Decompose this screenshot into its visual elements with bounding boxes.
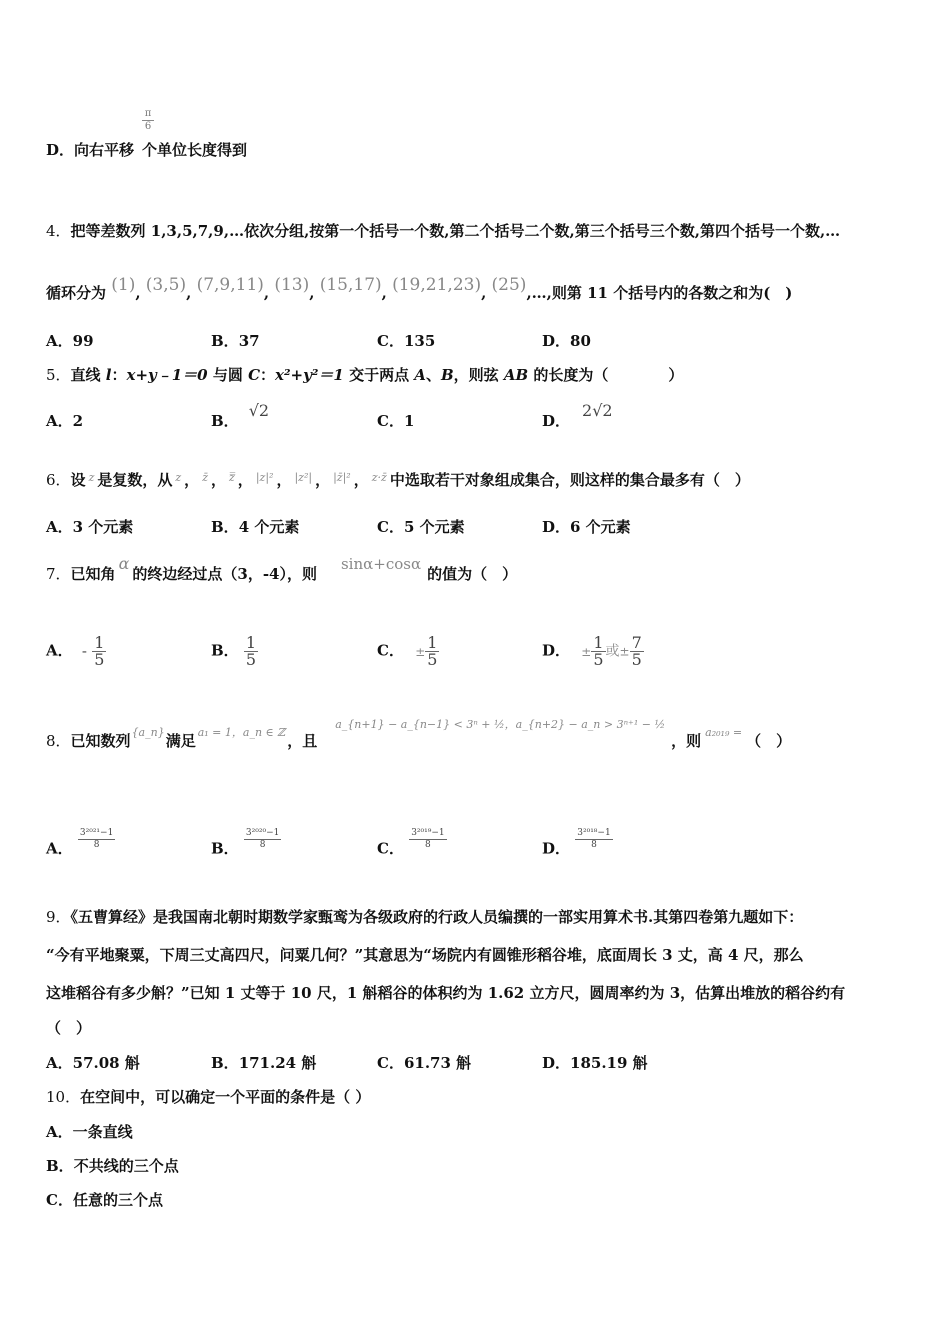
- question-number: 9．: [46, 908, 71, 926]
- frac-den: 5: [593, 650, 604, 669]
- option-label: B．: [211, 641, 239, 660]
- q9-line2: [46, 945, 804, 965]
- q3-option-d: [46, 140, 247, 160]
- option-label: A．: [46, 641, 73, 660]
- q5-text: ：: [111, 366, 127, 384]
- option-label: B．: [211, 412, 239, 430]
- option-label: B．: [211, 518, 239, 536]
- option-text: 3 个元素: [72, 518, 134, 536]
- q10-option-a: [46, 1122, 133, 1142]
- q8-text: （ ）: [746, 732, 792, 750]
- option-text: 5 个元素: [403, 518, 465, 536]
- q7-option-a: [46, 635, 106, 668]
- frac-den: 8: [259, 840, 266, 850]
- q4-group: (19,21,23): [392, 275, 482, 295]
- option-sign: ±: [619, 644, 630, 659]
- option-label: D．: [542, 839, 571, 858]
- q7-option-b: [211, 635, 258, 668]
- frac-num: 1: [94, 633, 105, 652]
- q8-text: 满足: [165, 732, 196, 750]
- option-text: 6 个元素: [570, 518, 631, 536]
- option-label: C．: [377, 1054, 404, 1072]
- q4-line2-pre: 循环分为: [46, 284, 107, 302]
- frac-den: 8: [591, 840, 597, 850]
- option-sign: ±: [581, 644, 592, 659]
- q5-option-a: [46, 411, 83, 431]
- option-text: 2√2: [582, 401, 613, 420]
- option-text: 37: [238, 332, 260, 350]
- q7-stem: [46, 554, 518, 584]
- option-label: B．: [211, 1054, 239, 1072]
- q4-group: (7,9,11): [196, 275, 264, 295]
- q9-line4: [46, 1018, 91, 1038]
- q5-circle-eq: x²+y²＝1: [275, 366, 344, 384]
- q5-text: 直线: [70, 366, 106, 384]
- q8-seq: {a_n}: [131, 726, 165, 739]
- q6-item: |z|²: [255, 471, 274, 484]
- option-label: C．: [377, 412, 404, 430]
- q9-option-a: [46, 1053, 140, 1073]
- option-label: B．: [46, 1157, 74, 1175]
- option-label: B．: [211, 332, 239, 350]
- q6-option-a: [46, 517, 133, 537]
- q6-option-c: [377, 517, 465, 537]
- q6-option-d: [542, 517, 631, 537]
- q9-option-b: [211, 1053, 316, 1073]
- frac-num: 3²⁰²¹−1: [79, 828, 114, 838]
- q5-text: 与圆: [207, 366, 249, 384]
- q5-option-c: [377, 411, 414, 431]
- question-number: 5．: [46, 366, 71, 384]
- q6-item: z̄: [202, 471, 208, 484]
- question-number: 8．: [46, 732, 71, 750]
- frac-den: 5: [631, 650, 642, 669]
- q6-item: z̿: [229, 471, 235, 484]
- option-label: C．: [377, 641, 404, 660]
- q7-expr: sinα+cosα: [340, 555, 422, 573]
- q8-option-a: [46, 828, 115, 861]
- q8-target: a₂₀₁₉ =: [705, 726, 743, 739]
- option-label: C．: [46, 1191, 73, 1209]
- option-text: 一条直线: [72, 1123, 133, 1141]
- q5-ab: AB: [503, 366, 529, 384]
- q6-z: z: [88, 471, 95, 484]
- option-text: 4 个元素: [238, 518, 300, 536]
- frac-num: 3²⁰¹⁹−1: [411, 828, 445, 838]
- q6-text: 中选取若干对象组成集合，则这样的集合最多有（ ）: [389, 471, 750, 489]
- q4-line2-post: ,…,则第 11 个括号内的各数之和为( ): [526, 284, 793, 302]
- option-text: 99: [72, 332, 94, 350]
- option-label: D．: [542, 1054, 571, 1072]
- option-text: 135: [403, 332, 436, 350]
- frac-num: 1: [245, 633, 257, 652]
- option-label: C．: [377, 332, 404, 350]
- q4-option-b: [211, 331, 260, 351]
- option-text: 任意的三个点: [72, 1191, 163, 1209]
- q8-option-c: [377, 828, 447, 861]
- q5-c: C: [248, 366, 261, 384]
- q6-text: 设: [70, 471, 86, 489]
- q5-line-eq: x+y﹣1＝0: [126, 366, 208, 384]
- option-text: 不共线的三个点: [73, 1157, 179, 1175]
- q3-d-pre: 向右平移: [74, 141, 135, 159]
- option-label: A．: [46, 1123, 73, 1141]
- q6-item: z: [175, 471, 182, 484]
- q9-text: （ ）: [46, 1019, 92, 1037]
- q8-text: 已知数列: [70, 732, 131, 750]
- question-number: 4．: [46, 222, 71, 240]
- frac-den: 8: [425, 840, 431, 850]
- question-number: 10．: [46, 1088, 81, 1106]
- option-label: C．: [377, 518, 404, 536]
- q8-cond2: a_{n+1} − a_{n−1} < 3ⁿ + ½，a_{n+2} − a_n > 3ⁿ⁺¹ − ½: [335, 718, 666, 731]
- option-label: C．: [377, 839, 404, 858]
- option-text: 1: [403, 412, 415, 430]
- q6-text: 是复数，从: [97, 471, 173, 489]
- q5-stem: [46, 365, 683, 385]
- q6-stem: 6．设 $^z$ 是复数，从 $^z$ ， $^{z̄}$ ， $^{z̿}$ ， $^{|z|^2}$ ， $^{|z^2|}$ ， $^{|z̄|^2}$ ， $^{z\cdot z̄}$ 中选取若干对象组成集合，则这样的集合最多有（ ）: [46, 471, 750, 489]
- q9-line1: [46, 907, 803, 927]
- option-label: D．: [542, 641, 571, 660]
- q6-item: |z̄|²: [333, 471, 351, 484]
- q7-text: 已知角: [70, 565, 116, 583]
- q5-text: 的长度为（ ）: [528, 366, 684, 384]
- q7-alpha: α: [118, 554, 130, 573]
- q4-group: (3,5): [145, 275, 187, 295]
- q10-option-c: [46, 1190, 163, 1210]
- option-text: 2: [72, 412, 84, 430]
- frac-num: 1: [593, 633, 604, 652]
- option-label: D．: [542, 518, 571, 536]
- q8-text: ，且: [287, 732, 318, 750]
- q4-group: (1): [111, 275, 136, 295]
- q4-group: (25): [491, 275, 527, 295]
- q3-frac-num: π: [142, 108, 154, 121]
- q9-text: 这堆稻谷有多少斛？”已知 1 丈等于 10 尺，1 斛稻谷的体积约为 1.62 立方尺，圆周率约为 3，估算出堆放的稻谷约有: [46, 984, 846, 1002]
- q7-option-c: [377, 635, 439, 668]
- frac-num: 3²⁰²⁰−1: [245, 828, 280, 838]
- question-number: 6．: [46, 471, 71, 489]
- frac-den: 8: [93, 840, 100, 850]
- option-label: B．: [211, 839, 239, 858]
- option-sign: -: [81, 641, 87, 660]
- q6-item: |z²|: [294, 471, 313, 484]
- option-label: A．: [46, 332, 73, 350]
- q3-d-post: 个单位长度得到: [142, 141, 248, 159]
- question-number: 7．: [46, 565, 71, 583]
- option-text: 80: [570, 332, 591, 350]
- q4-text: 把等差数列 1,3,5,7,9,…依次分组,按第一个括号一个数,第二个括号二个数,第三个括号三个数,第四个括号一个数,…: [70, 222, 841, 240]
- option-text: 171.24 斛: [238, 1054, 317, 1072]
- q5-text: 交于两点: [343, 366, 415, 384]
- option-text: 57.08 斛: [72, 1054, 140, 1072]
- q8-option-d: [542, 828, 613, 861]
- q4-option-c: [377, 331, 435, 351]
- q4-line2: 循环分为 (1), (3,5), (7,9,11), (13), (15,17), (19,21,23), (25),…,则第 11 个括号内的各数之和为( ): [46, 275, 793, 302]
- option-label: A．: [46, 839, 73, 858]
- frac-den: 5: [94, 650, 105, 669]
- q4-option-a: [46, 331, 94, 351]
- q5-text: ：: [260, 366, 276, 384]
- q5-sep: 、: [425, 366, 441, 384]
- option-or: 或: [605, 643, 620, 660]
- frac-num: 7: [631, 633, 642, 652]
- q4-group: (13): [274, 275, 310, 295]
- q10-option-b: [46, 1156, 179, 1176]
- option-text: 61.73 斛: [403, 1054, 472, 1072]
- q4-option-d: [542, 331, 591, 351]
- option-label: D．: [542, 332, 571, 350]
- q9-option-d: [542, 1053, 648, 1073]
- frac-num: 3²⁰¹⁸−1: [577, 828, 611, 838]
- q10-stem: [46, 1087, 370, 1107]
- q5-option-d: [542, 401, 613, 431]
- option-text: 185.19 斛: [570, 1054, 648, 1072]
- option-label: A．: [46, 1054, 73, 1072]
- q6-option-b: [211, 517, 299, 537]
- frac-den: 5: [245, 650, 257, 669]
- option-label: A．: [46, 412, 73, 430]
- option-text: √2: [248, 401, 270, 420]
- q6-item: z·z̄: [371, 471, 387, 484]
- q8-option-b: [211, 828, 281, 861]
- q7-text: 的值为（ ）: [427, 565, 518, 583]
- q5-a: A: [414, 366, 426, 384]
- q10-text: 在空间中，可以确定一个平面的条件是（ ）: [80, 1088, 371, 1106]
- q7-text: 的终边经过点（3，-4），则: [132, 565, 317, 583]
- option-label: A．: [46, 518, 73, 536]
- q9-line3: [46, 983, 845, 1003]
- q8-cond1: a₁ = 1，a_n ∈ ℤ: [197, 726, 286, 739]
- q5-text: ，则弦: [453, 366, 504, 384]
- option-label: D．: [46, 141, 75, 159]
- q5-b: B: [440, 366, 454, 384]
- q4-group: (15,17): [319, 275, 382, 295]
- option-label: D．: [542, 412, 571, 430]
- option-sign: ±: [415, 644, 426, 659]
- frac-den: 5: [427, 650, 438, 669]
- q7-option-d: [542, 635, 644, 668]
- frac-num: 1: [427, 633, 438, 652]
- q9-text: “今有平地聚粟，下周三丈高四尺，问粟几何？”其意思为“场院内有圆锥形稻谷堆，底面周长 3 丈，高 4 尺，那么: [46, 946, 804, 964]
- q5-option-b: [211, 401, 270, 431]
- q5-l: l: [105, 366, 112, 384]
- q4-line1: [46, 221, 840, 241]
- q9-text: 《五曹算经》是我国南北朝时期数学家甄鸾为各级政府的行政人员编撰的一部实用算术书.其第四卷第九题如下：: [70, 908, 804, 926]
- q8-text: ，则: [671, 732, 702, 750]
- q9-option-c: [377, 1053, 471, 1073]
- q3-frac-den: 6: [144, 121, 152, 132]
